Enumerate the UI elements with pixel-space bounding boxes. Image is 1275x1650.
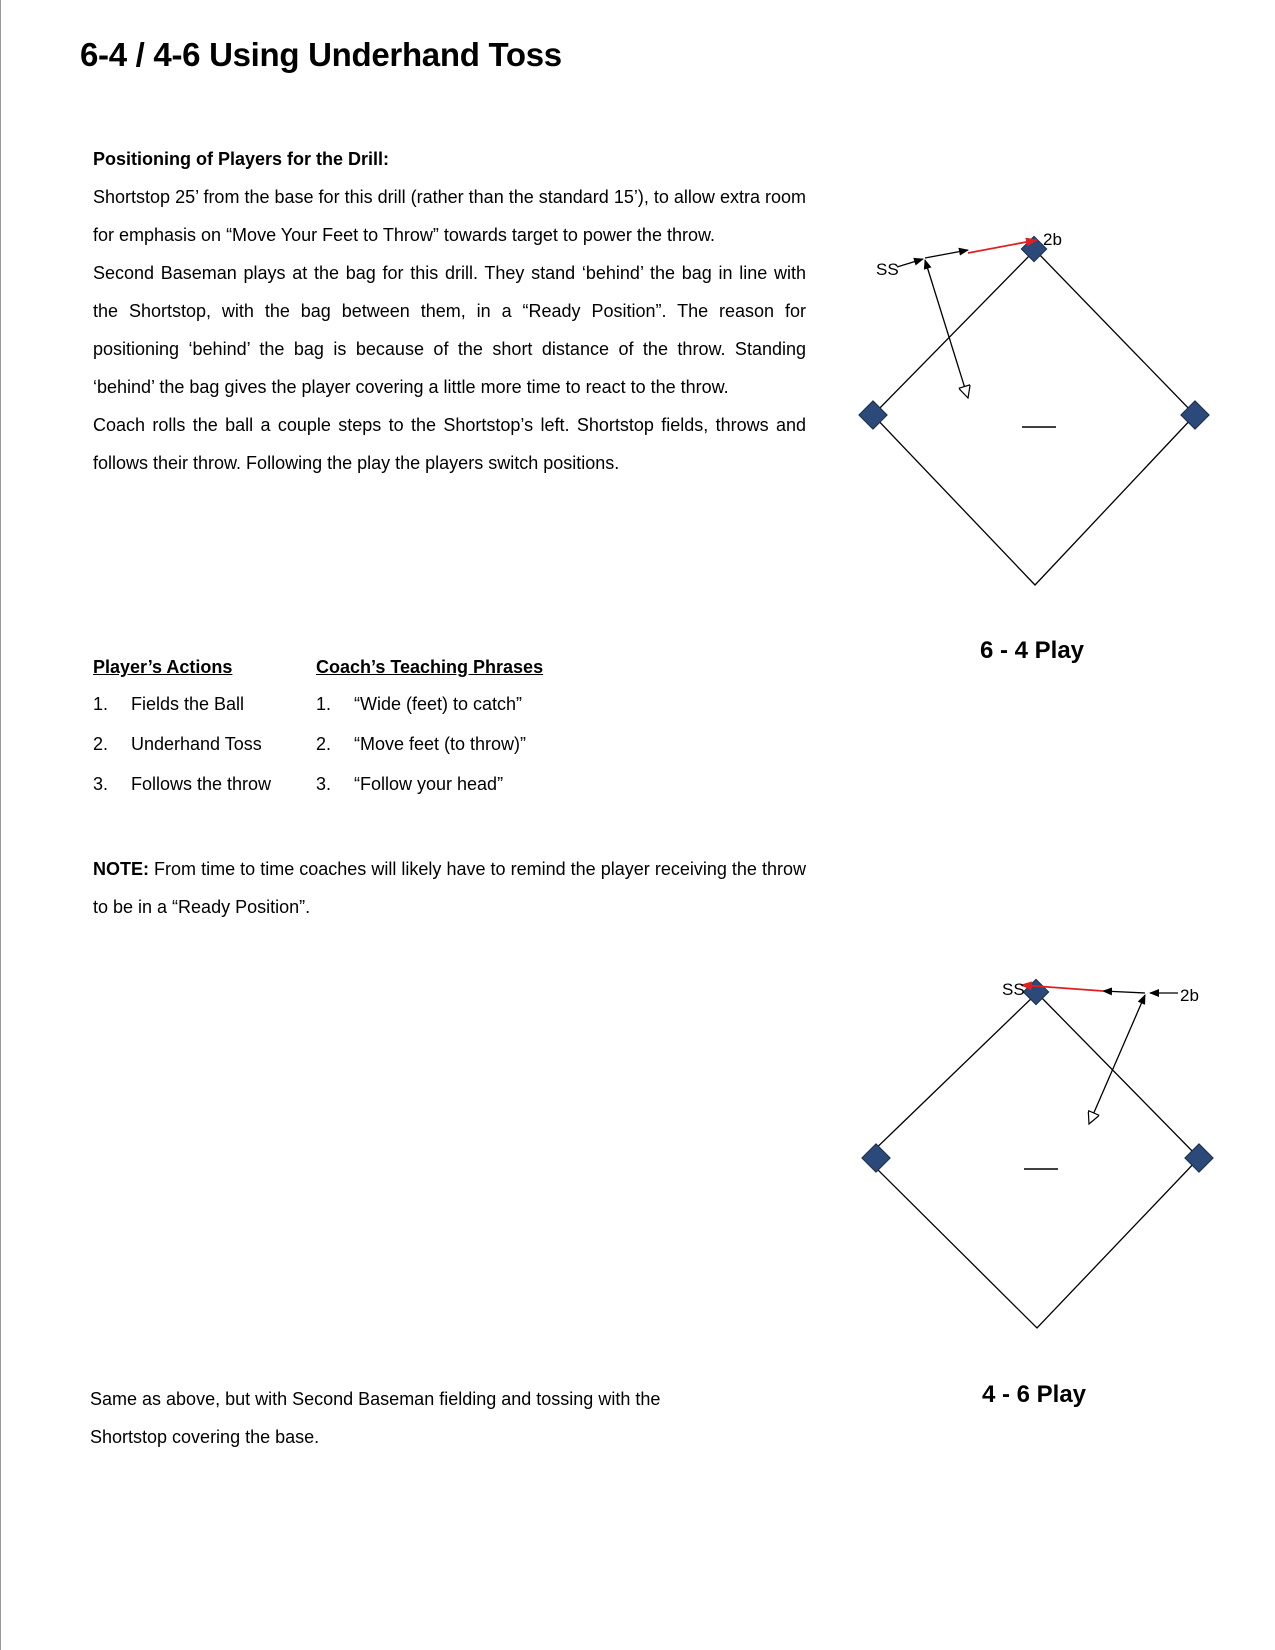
second-baseman-step-arrow [1103,991,1145,993]
list-number: 3. [93,774,109,794]
diagram-caption-4-6: 4 - 6 Play [981,1381,1087,1408]
shortstop-step-arrow [925,250,968,258]
list-number: 1. [316,694,332,714]
infield-diamond [866,993,1199,1328]
note-label: NOTE: [93,859,149,879]
list-text: “Move feet (to throw)” [354,734,527,754]
shortstop-label: SS [1002,980,1025,999]
diagram-caption-6-4: 6 - 4 Play [979,637,1085,664]
ground-ball-path [1089,995,1145,1124]
list-text: “Wide (feet) to catch” [354,694,523,714]
list-text: Underhand Toss [131,734,262,754]
list-text: Fields the Ball [131,694,245,714]
infield-diamond [873,250,1195,585]
bottom-line-1: Same as above, but with Second Baseman fielding and tossing with the [90,1389,661,1409]
intro-paragraph-1: Shortstop 25’ from the base for this drill (rather than the standard 15’), to allow extra room for emphasis on “Move Your Feet to Throw” towards target to power the throw. [93,187,806,245]
bottom-line-2: Shortstop covering the base. [90,1427,320,1447]
intro-paragraph-3: Coach rolls the ball a couple steps to the Shortstop’s left. Shortstop fields, throws and follows their throw. Following the play the players switch positions. [93,415,806,473]
page-title: 6-4 / 4-6 Using Underhand Toss [80,36,562,73]
players-actions-header: Player’s Actions [93,657,233,677]
intro-paragraph-2: Second Baseman plays at the bag for this drill. They stand ‘behind’ the bag in line with the Shortstop, with the bag between them, in a “Ready Position”. The reason for positioning ‘behind’ the bag is because of the short distance of the throw. Standing ‘behind’ the bag gives the player covering a little more time to react to the throw. [93,263,806,397]
list-number: 3. [316,774,332,794]
diagram-4-6 [862,979,1213,1328]
list-number: 2. [93,734,109,754]
note-text: From time to time coaches will likely have to remind the player receiving the throw to be in a “Ready Position”. [93,859,806,917]
list-number: 1. [93,694,109,714]
list-number: 2. [316,734,332,754]
second-base-label: 2b [1180,986,1199,1005]
coach-phrases-header: Coach’s Teaching Phrases [316,657,544,677]
shortstop-step-arrow [897,259,923,267]
shortstop-label: SS [876,260,899,279]
list-text: Follows the throw [131,774,272,794]
intro-heading: Positioning of Players for the Drill: [93,149,390,169]
third-base [862,1144,890,1172]
list-text: “Follow your head” [354,774,504,794]
diagram-6-4 [859,230,1209,585]
second-base-label: 2b [1043,230,1062,249]
ground-ball-path [925,260,968,398]
